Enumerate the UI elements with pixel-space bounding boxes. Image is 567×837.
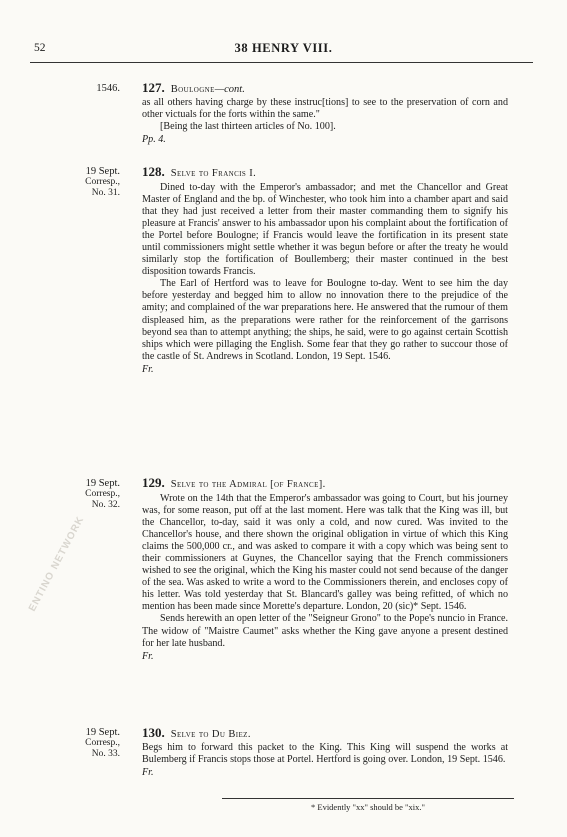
paragraph: [Being the last thirteen articles of No. 100]. [160,121,336,133]
entry-heading-130 [142,725,251,741]
entry-body-127 [142,97,508,146]
paragraph: The Earl of Hertford was to leave for Boulogne to-day. Went to see him the day before yesterday and begged him to allow no innovation there to the prejudice of the amity; and complained of the war preparations here. He answered that the rumour of them displeased him, as the preparations were rather for the reinforcement of the garrisons beyond sea than to attempt anything; the ships, he said, were to go against certain Scottish ships which were pillaging the English. Some fear that they go rather to succour those of the castle of St. Andrews in Scotland. London, 19 Sept. 1546. [142,278,508,362]
margin-ref: Corresp., [85,177,120,187]
language-note: Pp. 4. [142,134,166,146]
entry-title: Selve to Francis I. [170,168,257,179]
margin-ref: Corresp., [85,738,120,748]
margin-date: 19 Sept. [85,727,120,738]
entry-body-129 [142,493,508,663]
margin-ref: Corresp., [85,489,120,499]
entry-number: 130. [142,725,165,740]
paragraph: Begs him to forward this packet to the King. This King will suspend the works at Bulemberg if Francis stops those at Portel. Hertford is going over. London, 19 Sept. 1546. [142,742,508,766]
entry-title: Boulogne [170,84,215,95]
entry-heading-129 [142,475,326,491]
entry-title: Selve to the Admiral [of France]. [170,479,326,490]
page-header [0,42,567,58]
language-note: Fr. [142,650,154,662]
entry-number: 129. [142,475,165,490]
margin-ref: No. 33. [91,749,120,759]
margin-ref: No. 31. [91,188,120,198]
entry-number: 128. [142,164,165,179]
entry-heading-127 [142,80,245,96]
entry-body-130 [142,742,508,779]
footnote-rule [222,798,514,799]
watermark-stamp [4,500,87,620]
language-note: Fr. [142,767,154,779]
margin-note-128 [58,166,120,199]
entry-body-128 [142,182,508,376]
margin-note-130 [58,727,120,760]
language-note: Fr. [142,363,154,375]
entry-suffix: —cont. [214,84,245,95]
entry-title: Selve to Du Biez. [170,729,251,740]
paragraph: as all others having charge by these instruc[tions] to see to the preservation of corn and other victuals for the forts within the same." [142,97,508,121]
margin-date: 1546. [96,83,120,94]
page-number: 52 [34,42,46,54]
paragraph: Wrote on the 14th that the Emperor's ambassador was going to Court, but his journey was, for some reason, put off at the last moment. Here was talk that the King was ill, but the Chancellor, to-day, said it was only a cold, and now cured. Was invited to the Chancellor's house, and there shown the original obligation in virtue of which this King claims the 500,000 cr., and was asked to compare it with a copy which was being sent to their commissioners at Guynes, the Chancellor saying that the French commissioners wished to see the original, which the King his master could not send because of the danger of the sea. Was asked to write a word to the Commissioners therein, and encloses copy of his letter. Was told yesterday that St. Blancard's galley was being refitted, of which no mention has been made since Morette's departure. London, 20 (sic)* Sept. 1546. [142,493,508,613]
margin-note-129 [58,478,120,511]
paragraph: Sends herewith an open letter of the "Seigneur Grono" to the Pope's nuncio in France. The widow of "Maistre Caumet" asks whether the King gave anyone a present destined for her late husband. [142,613,508,649]
running-title: 38 HENRY VIII. [234,41,333,55]
entry-number: 127. [142,80,165,95]
margin-note-127 [58,83,120,94]
watermark-text: ENTINO NETWORK [26,514,87,614]
margin-date: 19 Sept. [85,166,120,177]
entry-heading-128 [142,164,256,180]
paragraph: Dined to-day with the Emperor's ambassador; and met the Chancellor and Great Master of England and the bp. of Winchester, who took him into a chamber apart and said that they had just received a letter from their master commanding them to signify his pleasure at Francis' answer to his ambassador upon his complaint about the fortification of the Portel before Boulogne; if Francis would leave the fortification in its present state until commissioners might settle whether it was begun before or after the treaty he would similarly stop the fortification of Boullemberg; their master continued in the best disposition towards Francis. [142,182,508,278]
footnote: * Evidently "xx" should be "xix." [311,802,425,812]
margin-date: 19 Sept. [85,478,120,489]
margin-ref: No. 32. [91,500,120,510]
header-rule [30,62,533,63]
